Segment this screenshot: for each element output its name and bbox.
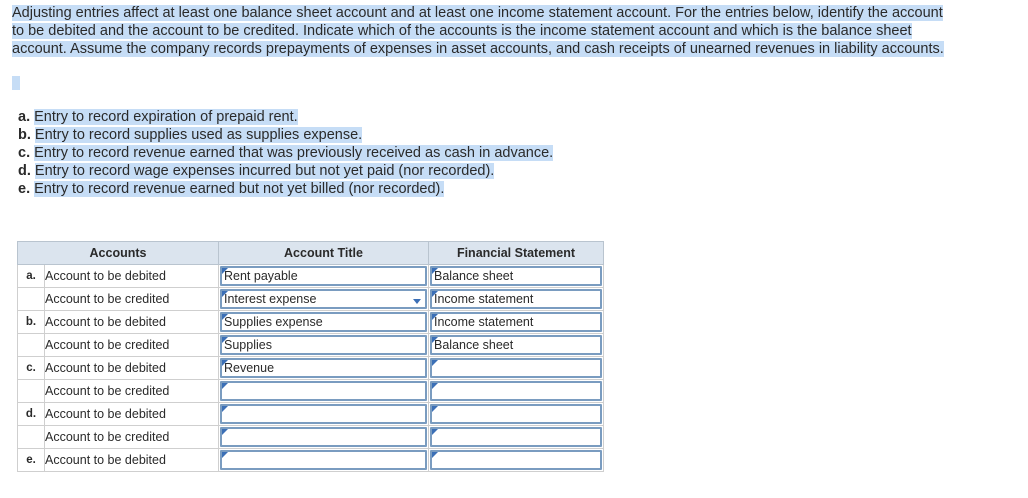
entry-letter: d. [18,163,31,179]
table-row [18,449,604,472]
marker-icon [222,360,228,366]
chevron-down-icon[interactable] [413,299,421,304]
statement-cell [429,311,604,334]
marker-icon [432,337,438,343]
statement-select[interactable] [430,358,602,378]
entry-text: Entry to record supplies used as supplies expense. [34,127,363,143]
entry-list [18,108,553,198]
account-title-select[interactable] [220,289,427,309]
account-label: Account to be credited [45,288,219,311]
account-title-cell [219,380,429,403]
account-title-cell [219,311,429,334]
row-letter: c. [18,357,45,380]
row-letter [18,380,45,403]
table-row [18,357,604,380]
entry-letter: e. [18,181,31,197]
marker-icon [222,406,228,412]
entry-text: Entry to record wage expenses incurred but not yet paid (nor recorded). [34,163,495,179]
entry-item-a [18,108,553,126]
header-financial-statement: Financial Statement [429,242,604,265]
statement-cell [429,449,604,472]
statement-value: Income statement [434,315,534,329]
table-row [18,403,604,426]
statement-select[interactable] [430,289,602,309]
statement-cell [429,380,604,403]
statement-cell [429,265,604,288]
entry-letter: a. [18,109,31,125]
table-row [18,380,604,403]
entry-item-c [18,144,553,162]
marker-icon [432,406,438,412]
table-row [18,288,604,311]
account-label: Account to be credited [45,334,219,357]
account-title-select[interactable] [220,450,427,470]
account-title-cell [219,357,429,380]
marker-icon [222,383,228,389]
account-title-value: Revenue [224,361,275,375]
account-title-cell [219,449,429,472]
account-label: Account to be debited [45,311,219,334]
statement-cell [429,288,604,311]
table-row [18,426,604,449]
statement-select[interactable] [430,381,602,401]
entry-text: Entry to record revenue earned but not yet billed (nor recorded). [34,181,445,197]
account-title-select[interactable] [220,404,427,424]
account-title-cell [219,426,429,449]
instructions-selection: Adjusting entries affect at least one balance sheet account and at least one income statement account. For the entries below, identify the account to be debited and the account to be credited. Indicate which of the accounts is the income statement account and which is the balance sheet account. Assume the company records prepayments of expenses in asset accounts, and cash receipts of unearned revenues in liability accounts. [12,5,944,57]
statement-select[interactable] [430,427,602,447]
row-letter [18,426,45,449]
journal-table [17,241,604,472]
row-letter: a. [18,265,45,288]
account-title-cell [219,403,429,426]
marker-icon [222,429,228,435]
marker-icon [432,429,438,435]
statement-cell [429,426,604,449]
account-title-select[interactable] [220,312,427,332]
account-title-cell [219,334,429,357]
entry-letter: c. [18,145,31,161]
entry-item-b [18,126,553,144]
statement-cell [429,357,604,380]
account-label: Account to be debited [45,265,219,288]
statement-value: Income statement [434,292,534,306]
statement-value: Balance sheet [434,269,514,283]
header-accounts: Accounts [18,242,219,265]
account-title-select[interactable] [220,358,427,378]
marker-icon [222,291,228,297]
entry-text: Entry to record expiration of prepaid rent. [34,109,298,125]
statement-value: Balance sheet [434,338,514,352]
statement-cell [429,403,604,426]
entry-item-d [18,162,553,180]
marker-icon [432,268,438,274]
marker-icon [222,452,228,458]
statement-select[interactable] [430,404,602,424]
row-letter: d. [18,403,45,426]
marker-icon [432,383,438,389]
account-label: Account to be debited [45,357,219,380]
statement-select[interactable] [430,266,602,286]
statement-select[interactable] [430,335,602,355]
selection-caret [12,76,20,90]
table-row [18,334,604,357]
marker-icon [432,314,438,320]
entry-item-e [18,180,553,198]
entry-letter: b. [18,127,31,143]
row-letter [18,288,45,311]
account-title-value: Interest expense [224,292,317,306]
row-letter [18,334,45,357]
account-title-select[interactable] [220,427,427,447]
account-title-cell [219,265,429,288]
header-account-title: Account Title [219,242,429,265]
row-letter: b. [18,311,45,334]
marker-icon [432,452,438,458]
account-label: Account to be debited [45,403,219,426]
account-title-value: Rent payable [224,269,298,283]
account-title-select[interactable] [220,381,427,401]
marker-icon [222,268,228,274]
marker-icon [222,314,228,320]
account-label: Account to be debited [45,449,219,472]
marker-icon [432,291,438,297]
account-label: Account to be credited [45,426,219,449]
account-label: Account to be credited [45,380,219,403]
account-title-select[interactable] [220,335,427,355]
statement-cell [429,334,604,357]
statement-select[interactable] [430,312,602,332]
table-row [18,311,604,334]
instructions-text [12,4,952,58]
account-title-select[interactable] [220,266,427,286]
marker-icon [222,337,228,343]
account-title-value: Supplies [224,338,272,352]
row-letter: e. [18,449,45,472]
entry-text: Entry to record revenue earned that was previously received as cash in advance. [34,145,554,161]
table-header-row [18,242,604,265]
account-title-value: Supplies expense [224,315,323,329]
account-title-cell [219,288,429,311]
statement-select[interactable] [430,450,602,470]
table-row [18,265,604,288]
marker-icon [432,360,438,366]
